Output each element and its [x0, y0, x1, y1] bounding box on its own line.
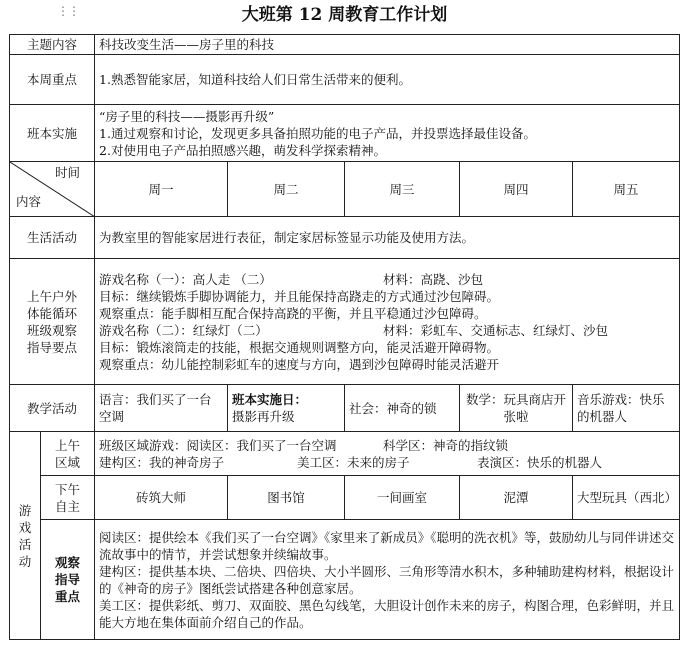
- morning-line-1: [99, 437, 675, 454]
- games-label-char: 动: [18, 553, 32, 569]
- focus-label: 本周重点: [10, 55, 95, 105]
- content-label: 内容: [16, 194, 42, 209]
- day-header: 周三: [345, 162, 460, 217]
- day-header: 周四: [460, 162, 573, 217]
- life-row: [10, 217, 680, 259]
- day-header: 周二: [228, 162, 345, 217]
- afternoon-thursday: 泥潭: [460, 476, 573, 520]
- outdoor-label-line: 班级观察: [27, 322, 78, 338]
- class-day-topic: 摄影再升级: [232, 409, 295, 424]
- teaching-tuesday: [228, 385, 345, 432]
- game2-focus: 观察重点：幼儿能控制彩虹车的速度与方向，遇到沙包障碍时能灵活避开: [99, 356, 500, 372]
- observe-label-line: 指导: [55, 572, 81, 587]
- outdoor-label-line: 指导要点: [27, 339, 78, 355]
- life-value: 为教室里的智能家居进行表征，制定家居标签显示功能及使用方法。: [95, 217, 680, 259]
- theme-value: 科技改变生活——房子里的科技: [95, 35, 680, 55]
- theme-row: [10, 35, 680, 55]
- header-diagonal-cell: [10, 162, 95, 217]
- teaching-thursday: 数学：玩具商店开张啦: [460, 385, 573, 432]
- games-label: [10, 432, 41, 640]
- header-row: [10, 162, 680, 217]
- game1-material: 材料：高跷、沙包: [383, 271, 484, 287]
- science-area: 科学区：神奇的指纹锁: [383, 437, 509, 453]
- class-day-title: 班本实施日：: [232, 392, 308, 407]
- teaching-monday: 语言：我们买了一台空调: [95, 385, 228, 432]
- teaching-friday: 音乐游戏：快乐的机器人: [573, 385, 680, 432]
- afternoon-row: [10, 476, 680, 520]
- outdoor-label-line: 体能循环: [27, 305, 78, 321]
- class-impl-row: [10, 105, 680, 162]
- game2-name: 游戏名称（二）：红绿灯（二）: [99, 322, 268, 338]
- teaching-label: 教学活动: [10, 385, 95, 432]
- drag-handle-icon[interactable]: ⋮⋮: [57, 4, 79, 18]
- performance-area: 表演区：快乐的机器人: [477, 454, 603, 470]
- page-title: 大班第 12 周教育工作计划: [241, 5, 448, 25]
- outdoor-row: [10, 259, 680, 385]
- morning-area-row: [10, 432, 680, 476]
- life-label: 生活活动: [10, 217, 95, 259]
- morning-label: [41, 432, 95, 476]
- outdoor-label-line: 上午户外: [27, 288, 78, 304]
- class-impl-line: 1.通过观察和讨论，发现更多具备拍照功能的电子产品，并投票选择最佳设备。: [99, 125, 536, 141]
- game1-name-line: [99, 271, 675, 288]
- afternoon-label: [41, 476, 95, 520]
- games-label-char: 游: [18, 502, 32, 518]
- time-label: 时间: [55, 165, 81, 180]
- observe-building: 建构区：提供基本块、二倍块、四倍块、大小半圆形、三角形等清水积木，多种辅助建构材料，根据设计的《神奇的房子》图纸尝试搭建各种创意家居。: [99, 563, 675, 596]
- class-impl-label: 班本实施: [10, 105, 95, 162]
- outdoor-label: [10, 259, 95, 385]
- observe-reading: 阅读区：提供绘本《我们买了一台空调》《家里来了新成员》《聪明的洗衣机》等，鼓励幼儿与同伴讲述交流故事中的情节，并尝试想象并续编故事。: [99, 529, 675, 562]
- afternoon-tuesday: 图书馆: [228, 476, 345, 520]
- class-impl-line: “房子里的科技——摄影再升级”: [99, 108, 275, 124]
- observe-label-line: 观察: [55, 555, 81, 570]
- game1-name: 游戏名称（一）：高人走 （二）: [99, 271, 272, 287]
- morning-label-line: 区域: [55, 454, 81, 470]
- morning-line-2: [99, 454, 675, 471]
- observe-label-line: 重点: [55, 589, 81, 604]
- day-header: 周一: [95, 162, 228, 217]
- game2-name-line: [99, 322, 675, 339]
- morning-label-line: 上午: [55, 437, 81, 453]
- observe-art: 美工区：提供彩纸、剪刀、双面胶、黑色勾线笔，大胆设计创作未来的房子，构图合理，色彩鲜明，并且能大方地在集体面前介绍自己的作品。: [99, 597, 675, 630]
- afternoon-friday: 大型玩具（西北）: [573, 476, 680, 520]
- game1-focus: 观察重点：能手脚相互配合保持高跷的平衡，并且平稳通过沙包障碍。: [99, 305, 487, 321]
- focus-row: [10, 55, 680, 105]
- reading-area: 班级区域游戏：阅读区：我们买了一台空调: [99, 437, 337, 453]
- observe-row: [10, 520, 680, 640]
- building-area: 建构区：我的神奇房子: [99, 454, 225, 470]
- game2-material: 材料：彩虹车、交通标志、红绿灯、沙包: [383, 322, 609, 338]
- art-area: 美工区：未来的房子: [297, 454, 410, 470]
- morning-content: [95, 432, 680, 476]
- game2-goal: 目标：锻炼滚筒走的技能，根据交通规则调整方向，能灵活避开障碍物。: [99, 339, 500, 355]
- afternoon-wednesday: 一间画室: [345, 476, 460, 520]
- day-header: 周五: [573, 162, 680, 217]
- plan-table: [9, 34, 680, 640]
- focus-value: 1.熟悉智能家居，知道科技给人们日常生活带来的便利。: [95, 55, 680, 105]
- afternoon-label-line: 下午: [55, 481, 81, 497]
- observe-content: [95, 520, 680, 640]
- game1-goal: 目标：继续锻炼手脚协调能力，并且能保持高跷走的方式通过沙包障碍。: [99, 288, 500, 304]
- teaching-wednesday: 社会：神奇的锁: [345, 385, 460, 432]
- class-impl-content: [95, 105, 680, 162]
- outdoor-content: [95, 259, 680, 385]
- afternoon-monday: 砖筑大师: [95, 476, 228, 520]
- observe-label: [41, 520, 95, 640]
- class-impl-line: 2.对使用电子产品拍照感兴趣，萌发科学探索精神。: [99, 142, 386, 158]
- theme-label: 主题内容: [10, 35, 95, 55]
- games-label-char: 戏: [18, 519, 32, 535]
- games-label-char: 活: [18, 536, 32, 552]
- teaching-row: [10, 385, 680, 432]
- afternoon-label-line: 自主: [55, 498, 81, 514]
